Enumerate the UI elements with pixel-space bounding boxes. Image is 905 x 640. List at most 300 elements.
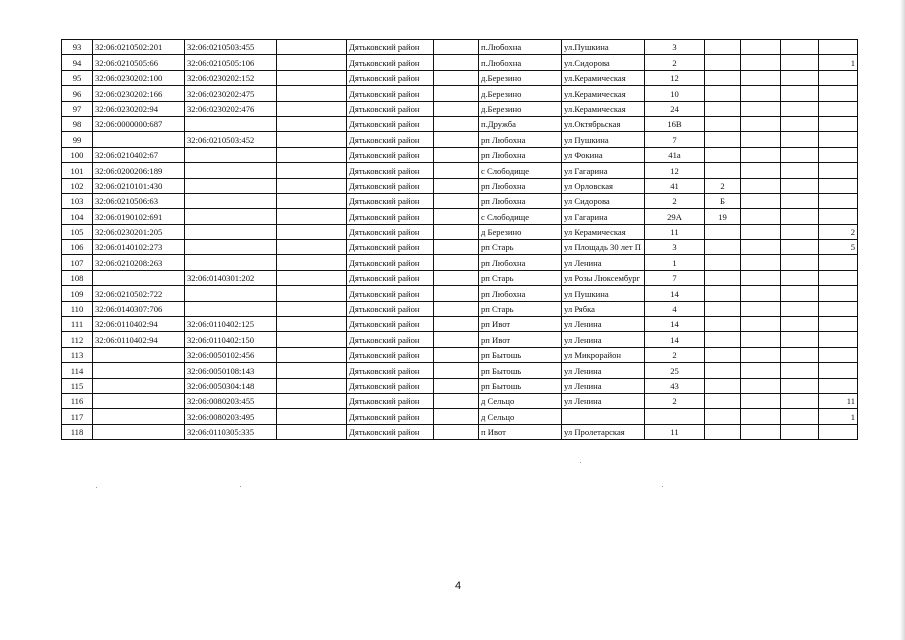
district-cell: Дятьковский район: [347, 393, 434, 408]
house-number-cell: 1: [645, 255, 705, 270]
cadastral-number-building-cell: 32:06:0140301:202: [185, 270, 277, 285]
cadastral-number-land-cell: 32:06:0140102:273: [93, 240, 185, 255]
col-11-cell: [741, 393, 781, 408]
building-letter-cell: [705, 224, 741, 239]
street-cell: ул Пушкина: [562, 132, 645, 147]
col-13-cell: [819, 163, 858, 178]
col-13-cell: [819, 86, 858, 101]
building-letter-cell: [705, 317, 741, 332]
street-cell: ул Ленина: [562, 378, 645, 393]
col-13-cell: [819, 147, 858, 162]
district-cell: Дятьковский район: [347, 424, 434, 439]
col-6-cell: [434, 409, 479, 424]
building-letter-cell: [705, 55, 741, 70]
col-4-cell: [277, 255, 347, 270]
cadastral-number-land-cell: 32:06:0210402:67: [93, 147, 185, 162]
col-11-cell: [741, 378, 781, 393]
col-12-cell: [781, 240, 819, 255]
col-12-cell: [781, 378, 819, 393]
col-6-cell: [434, 86, 479, 101]
district-cell: Дятьковский район: [347, 193, 434, 208]
col-4-cell: [277, 209, 347, 224]
col-11-cell: [741, 332, 781, 347]
street-cell: ул Ленина: [562, 363, 645, 378]
cadastral-number-land-cell: 32:06:0230202:166: [93, 86, 185, 101]
table-row: [62, 332, 858, 347]
building-letter-cell: [705, 116, 741, 131]
house-number-cell: 2: [645, 347, 705, 362]
page-number: 4: [455, 580, 462, 592]
row-number-cell: 96: [62, 86, 93, 101]
house-number-cell: 2: [645, 393, 705, 408]
building-letter-cell: [705, 163, 741, 178]
col-12-cell: [781, 40, 819, 55]
house-number-cell: 41а: [645, 147, 705, 162]
col-4-cell: [277, 363, 347, 378]
building-letter-cell: Б: [705, 193, 741, 208]
house-number-cell: 2: [645, 193, 705, 208]
col-13-cell: [819, 424, 858, 439]
col-11-cell: [741, 132, 781, 147]
street-cell: ул Рябка: [562, 301, 645, 316]
scan-speck: [580, 462, 581, 463]
table-row: [62, 70, 858, 85]
street-cell: ул Орловская: [562, 178, 645, 193]
cadastral-number-land-cell: [93, 378, 185, 393]
cadastral-number-building-cell: [185, 286, 277, 301]
street-cell: ул.Пушкина: [562, 40, 645, 55]
col-6-cell: [434, 101, 479, 116]
row-number-cell: 102: [62, 178, 93, 193]
col-11-cell: [741, 116, 781, 131]
street-cell: ул.Керамическая: [562, 86, 645, 101]
row-number-cell: 93: [62, 40, 93, 55]
table-row: [62, 317, 858, 332]
district-cell: Дятьковский район: [347, 209, 434, 224]
col-13-cell: [819, 347, 858, 362]
house-number-cell: 3: [645, 240, 705, 255]
district-cell: Дятьковский район: [347, 409, 434, 424]
col-11-cell: [741, 240, 781, 255]
col-11-cell: [741, 209, 781, 224]
col-13-cell: [819, 255, 858, 270]
street-cell: ул.Керамическая: [562, 70, 645, 85]
street-cell: ул Ленина: [562, 393, 645, 408]
cadastral-number-building-cell: 32:06:0210503:455: [185, 40, 277, 55]
settlement-cell: рп Любохна: [479, 193, 562, 208]
col-13-cell: [819, 363, 858, 378]
col-11-cell: [741, 193, 781, 208]
col-6-cell: [434, 301, 479, 316]
cadastral-number-building-cell: [185, 193, 277, 208]
col-6-cell: [434, 55, 479, 70]
col-11-cell: [741, 55, 781, 70]
col-4-cell: [277, 240, 347, 255]
col-4-cell: [277, 317, 347, 332]
district-cell: Дятьковский район: [347, 55, 434, 70]
col-6-cell: [434, 224, 479, 239]
cadastral-number-building-cell: [185, 224, 277, 239]
street-cell: ул Пушкина: [562, 286, 645, 301]
col-11-cell: [741, 101, 781, 116]
district-cell: Дятьковский район: [347, 147, 434, 162]
house-number-cell: 14: [645, 286, 705, 301]
row-number-cell: 110: [62, 301, 93, 316]
street-cell: ул Пролетарская: [562, 424, 645, 439]
cadastral-number-land-cell: [93, 393, 185, 408]
col-13-cell: 5: [819, 240, 858, 255]
table-row: [62, 193, 858, 208]
building-letter-cell: [705, 301, 741, 316]
registry-table-body: [62, 40, 858, 440]
table-row: [62, 378, 858, 393]
row-number-cell: 100: [62, 147, 93, 162]
settlement-cell: рп Старь: [479, 301, 562, 316]
settlement-cell: рп Любохна: [479, 147, 562, 162]
settlement-cell: рп Старь: [479, 270, 562, 285]
col-11-cell: [741, 301, 781, 316]
house-number-cell: 43: [645, 378, 705, 393]
house-number-cell: [645, 409, 705, 424]
building-letter-cell: [705, 40, 741, 55]
table-row: [62, 286, 858, 301]
cadastral-number-land-cell: 32:06:0230202:100: [93, 70, 185, 85]
col-13-cell: [819, 40, 858, 55]
col-12-cell: [781, 363, 819, 378]
cadastral-number-land-cell: [93, 409, 185, 424]
row-number-cell: 95: [62, 70, 93, 85]
street-cell: ул Ленина: [562, 255, 645, 270]
col-13-cell: [819, 178, 858, 193]
cadastral-number-building-cell: [185, 301, 277, 316]
col-6-cell: [434, 163, 479, 178]
col-12-cell: [781, 347, 819, 362]
settlement-cell: рп Бытошь: [479, 347, 562, 362]
cadastral-number-land-cell: [93, 347, 185, 362]
house-number-cell: 4: [645, 301, 705, 316]
district-cell: Дятьковский район: [347, 317, 434, 332]
col-13-cell: 11: [819, 393, 858, 408]
col-11-cell: [741, 347, 781, 362]
col-4-cell: [277, 147, 347, 162]
cadastral-number-building-cell: 32:06:0210503:452: [185, 132, 277, 147]
scan-speck: [240, 486, 241, 487]
col-4-cell: [277, 132, 347, 147]
col-4-cell: [277, 424, 347, 439]
street-cell: ул Керамическая: [562, 224, 645, 239]
col-4-cell: [277, 86, 347, 101]
district-cell: Дятьковский район: [347, 224, 434, 239]
registry-table: [61, 39, 858, 440]
table-row: [62, 86, 858, 101]
row-number-cell: 99: [62, 132, 93, 147]
building-letter-cell: [705, 86, 741, 101]
building-letter-cell: [705, 270, 741, 285]
settlement-cell: рп Старь: [479, 240, 562, 255]
house-number-cell: 7: [645, 132, 705, 147]
cadastral-number-land-cell: 32:06:0230202:94: [93, 101, 185, 116]
street-cell: ул Розы Люксембург: [562, 270, 645, 285]
district-cell: Дятьковский район: [347, 70, 434, 85]
settlement-cell: рп Бытошь: [479, 363, 562, 378]
street-cell: ул.Октябрьская: [562, 116, 645, 131]
district-cell: Дятьковский район: [347, 270, 434, 285]
col-13-cell: [819, 101, 858, 116]
cadastral-number-building-cell: [185, 178, 277, 193]
house-number-cell: 29А: [645, 209, 705, 224]
district-cell: Дятьковский район: [347, 101, 434, 116]
col-11-cell: [741, 178, 781, 193]
building-letter-cell: [705, 286, 741, 301]
house-number-cell: 2: [645, 55, 705, 70]
cadastral-number-land-cell: [93, 424, 185, 439]
settlement-cell: п.Любохна: [479, 55, 562, 70]
row-number-cell: 115: [62, 378, 93, 393]
cadastral-number-building-cell: 32:06:0050108:143: [185, 363, 277, 378]
house-number-cell: 11: [645, 424, 705, 439]
col-12-cell: [781, 224, 819, 239]
row-number-cell: 109: [62, 286, 93, 301]
cadastral-number-land-cell: 32:06:0210505:66: [93, 55, 185, 70]
table-row: [62, 424, 858, 439]
col-4-cell: [277, 163, 347, 178]
scan-speck: [96, 487, 97, 488]
house-number-cell: 25: [645, 363, 705, 378]
cadastral-number-building-cell: 32:06:0210505:106: [185, 55, 277, 70]
table-row: [62, 55, 858, 70]
col-13-cell: [819, 286, 858, 301]
street-cell: ул.Сидорова: [562, 55, 645, 70]
col-11-cell: [741, 224, 781, 239]
building-letter-cell: [705, 424, 741, 439]
district-cell: Дятьковский район: [347, 178, 434, 193]
building-letter-cell: [705, 70, 741, 85]
cadastral-number-building-cell: [185, 209, 277, 224]
street-cell: ул Фокина: [562, 147, 645, 162]
col-13-cell: [819, 209, 858, 224]
cadastral-number-land-cell: 32:06:0210506:63: [93, 193, 185, 208]
col-4-cell: [277, 178, 347, 193]
table-row: [62, 224, 858, 239]
cadastral-number-building-cell: 32:06:0230202:152: [185, 70, 277, 85]
cadastral-number-building-cell: 32:06:0230202:475: [185, 86, 277, 101]
col-13-cell: [819, 116, 858, 131]
cadastral-number-building-cell: 32:06:0110305:335: [185, 424, 277, 439]
cadastral-number-building-cell: 32:06:0080203:495: [185, 409, 277, 424]
table-row: [62, 240, 858, 255]
street-cell: ул.Керамическая: [562, 101, 645, 116]
district-cell: Дятьковский район: [347, 163, 434, 178]
building-letter-cell: [705, 132, 741, 147]
col-13-cell: 1: [819, 409, 858, 424]
table-row: [62, 301, 858, 316]
table-row: [62, 255, 858, 270]
table-row: [62, 393, 858, 408]
col-11-cell: [741, 255, 781, 270]
building-letter-cell: [705, 347, 741, 362]
settlement-cell: рп Любохна: [479, 132, 562, 147]
district-cell: Дятьковский район: [347, 286, 434, 301]
col-12-cell: [781, 409, 819, 424]
settlement-cell: с Слободище: [479, 209, 562, 224]
cadastral-number-building-cell: [185, 255, 277, 270]
building-letter-cell: 2: [705, 178, 741, 193]
col-6-cell: [434, 270, 479, 285]
cadastral-number-land-cell: 32:06:0110402:94: [93, 317, 185, 332]
col-12-cell: [781, 393, 819, 408]
col-12-cell: [781, 163, 819, 178]
district-cell: Дятьковский район: [347, 40, 434, 55]
col-12-cell: [781, 255, 819, 270]
cadastral-number-land-cell: 32:06:0210101:430: [93, 178, 185, 193]
col-12-cell: [781, 270, 819, 285]
row-number-cell: 98: [62, 116, 93, 131]
cadastral-number-building-cell: [185, 147, 277, 162]
cadastral-number-building-cell: [185, 240, 277, 255]
row-number-cell: 112: [62, 332, 93, 347]
col-4-cell: [277, 55, 347, 70]
col-13-cell: [819, 317, 858, 332]
table-row: [62, 40, 858, 55]
col-12-cell: [781, 424, 819, 439]
col-12-cell: [781, 317, 819, 332]
building-letter-cell: [705, 101, 741, 116]
col-6-cell: [434, 193, 479, 208]
col-12-cell: [781, 132, 819, 147]
col-11-cell: [741, 363, 781, 378]
scan-edge-shadow: [900, 0, 905, 640]
col-12-cell: [781, 301, 819, 316]
col-11-cell: [741, 40, 781, 55]
building-letter-cell: [705, 255, 741, 270]
house-number-cell: 7: [645, 270, 705, 285]
cadastral-number-land-cell: 32:06:0000000:687: [93, 116, 185, 131]
house-number-cell: 10: [645, 86, 705, 101]
col-4-cell: [277, 70, 347, 85]
cadastral-number-land-cell: 32:06:0210502:722: [93, 286, 185, 301]
table-row: [62, 363, 858, 378]
col-12-cell: [781, 147, 819, 162]
col-4-cell: [277, 224, 347, 239]
settlement-cell: рп Любохна: [479, 286, 562, 301]
col-6-cell: [434, 240, 479, 255]
house-number-cell: 11: [645, 224, 705, 239]
col-11-cell: [741, 147, 781, 162]
col-4-cell: [277, 286, 347, 301]
row-number-cell: 116: [62, 393, 93, 408]
settlement-cell: п.Любохна: [479, 40, 562, 55]
col-4-cell: [277, 116, 347, 131]
building-letter-cell: [705, 147, 741, 162]
cadastral-number-land-cell: [93, 270, 185, 285]
district-cell: Дятьковский район: [347, 347, 434, 362]
house-number-cell: 12: [645, 163, 705, 178]
cadastral-number-land-cell: 32:06:0110402:94: [93, 332, 185, 347]
row-number-cell: 94: [62, 55, 93, 70]
table-row: [62, 409, 858, 424]
district-cell: Дятьковский район: [347, 116, 434, 131]
col-13-cell: [819, 378, 858, 393]
col-11-cell: [741, 270, 781, 285]
col-13-cell: 1: [819, 55, 858, 70]
street-cell: ул Ленина: [562, 317, 645, 332]
cadastral-number-land-cell: [93, 363, 185, 378]
col-12-cell: [781, 209, 819, 224]
col-12-cell: [781, 178, 819, 193]
cadastral-number-land-cell: 32:06:0140307:706: [93, 301, 185, 316]
district-cell: Дятьковский район: [347, 240, 434, 255]
col-6-cell: [434, 317, 479, 332]
district-cell: Дятьковский район: [347, 363, 434, 378]
settlement-cell: рп Бытошь: [479, 378, 562, 393]
col-12-cell: [781, 116, 819, 131]
building-letter-cell: [705, 409, 741, 424]
settlement-cell: д.Березино: [479, 86, 562, 101]
col-6-cell: [434, 378, 479, 393]
district-cell: Дятьковский район: [347, 255, 434, 270]
col-4-cell: [277, 332, 347, 347]
scan-speck: [662, 486, 663, 487]
col-6-cell: [434, 424, 479, 439]
col-4-cell: [277, 347, 347, 362]
settlement-cell: с Слободище: [479, 163, 562, 178]
col-4-cell: [277, 409, 347, 424]
cadastral-number-land-cell: 32:06:0200206:189: [93, 163, 185, 178]
row-number-cell: 117: [62, 409, 93, 424]
col-12-cell: [781, 55, 819, 70]
settlement-cell: п.Дружба: [479, 116, 562, 131]
col-6-cell: [434, 132, 479, 147]
house-number-cell: 14: [645, 317, 705, 332]
cadastral-number-building-cell: 32:06:0230202:476: [185, 101, 277, 116]
house-number-cell: 14: [645, 332, 705, 347]
street-cell: ул Ленина: [562, 332, 645, 347]
col-13-cell: [819, 132, 858, 147]
settlement-cell: рп Ивот: [479, 317, 562, 332]
col-11-cell: [741, 317, 781, 332]
col-6-cell: [434, 347, 479, 362]
district-cell: Дятьковский район: [347, 332, 434, 347]
col-12-cell: [781, 70, 819, 85]
col-6-cell: [434, 70, 479, 85]
cadastral-number-land-cell: 32:06:0230201:205: [93, 224, 185, 239]
col-6-cell: [434, 286, 479, 301]
col-13-cell: [819, 70, 858, 85]
cadastral-number-land-cell: 32:06:0210502:201: [93, 40, 185, 55]
row-number-cell: 101: [62, 163, 93, 178]
cadastral-number-building-cell: 32:06:0110402:150: [185, 332, 277, 347]
house-number-cell: 12: [645, 70, 705, 85]
cadastral-number-building-cell: 32:06:0050102:456: [185, 347, 277, 362]
row-number-cell: 118: [62, 424, 93, 439]
settlement-cell: рп Любохна: [479, 255, 562, 270]
row-number-cell: 111: [62, 317, 93, 332]
building-letter-cell: 19: [705, 209, 741, 224]
house-number-cell: 24: [645, 101, 705, 116]
table-row: [62, 270, 858, 285]
cadastral-number-building-cell: [185, 116, 277, 131]
col-12-cell: [781, 286, 819, 301]
cadastral-number-building-cell: [185, 163, 277, 178]
building-letter-cell: [705, 378, 741, 393]
building-letter-cell: [705, 393, 741, 408]
col-6-cell: [434, 40, 479, 55]
district-cell: Дятьковский район: [347, 301, 434, 316]
col-12-cell: [781, 332, 819, 347]
street-cell: ул Гагарина: [562, 163, 645, 178]
building-letter-cell: [705, 332, 741, 347]
col-4-cell: [277, 393, 347, 408]
